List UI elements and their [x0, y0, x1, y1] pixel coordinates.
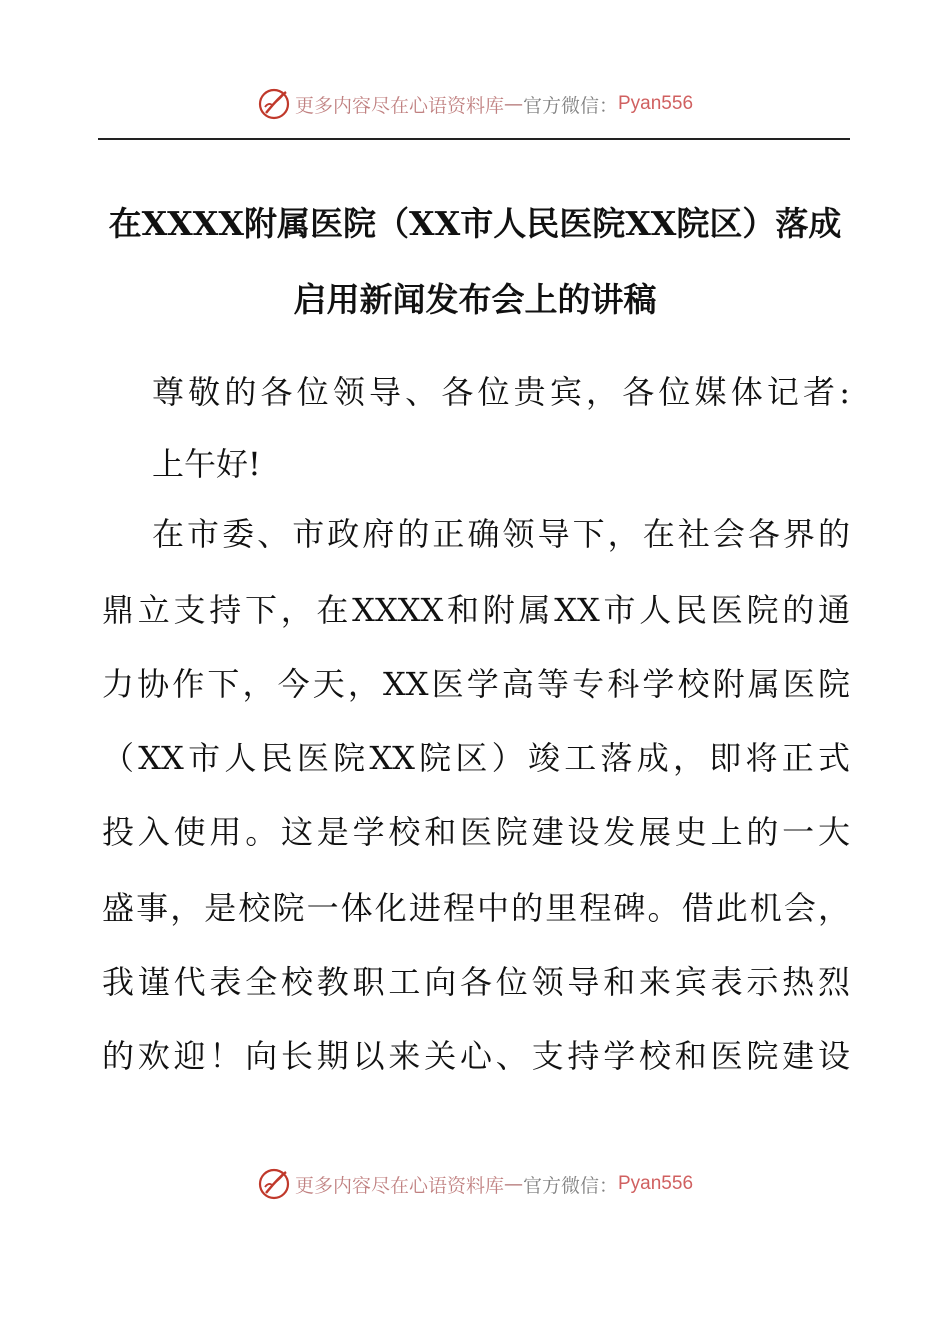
body-line: 的欢迎！向长期以来关心、支持学校和医院建设	[102, 1037, 850, 1075]
banner-brand: 更多内容尽在心语资料库	[294, 94, 504, 117]
banner-brand: 更多内容尽在心语资料库	[294, 1174, 504, 1197]
banner-wechat-id: Pyan556	[618, 1173, 694, 1194]
salutation: 尊敬的各位领导、各位贵宾，各位媒体记者:	[152, 373, 850, 411]
body-line: 在市委、市政府的正确领导下，在社会各界的	[152, 515, 850, 553]
quill-logo-icon	[257, 1167, 291, 1201]
document-title-line-1: 在XXXX附属医院（XX市人民医院XX院区）落成	[108, 204, 842, 243]
body-line: （XX市人民医院XX院区）竣工落成，即将正式	[102, 739, 850, 777]
body-line: 我谨代表全校教职工向各位领导和来宾表示热烈	[102, 963, 850, 1001]
body-line: 鼎立支持下，在XXXX和附属XX市人民医院的通	[102, 591, 850, 629]
banner-wechat-id: Pyan556	[618, 93, 694, 114]
banner-official-label: 官方微信：	[522, 1174, 618, 1197]
header-banner	[0, 82, 950, 126]
banner-official-label: 官方微信：	[522, 94, 618, 117]
quill-logo-icon	[257, 87, 291, 121]
body-line: 投入使用。这是学校和医院建设发展史上的一大	[102, 813, 850, 851]
footer-banner	[0, 1162, 950, 1206]
greeting: 上午好!	[152, 445, 261, 483]
banner-dash: —	[503, 93, 523, 115]
header-divider	[98, 138, 850, 140]
body-line: 盛事，是校院一体化进程中的里程碑。借此机会，	[102, 889, 850, 927]
body-line: 力协作下，今天，XX医学高等专科学校附属医院	[102, 665, 850, 703]
document-title-line-2: 启用新闻发布会上的讲稿	[293, 280, 657, 319]
banner-dash: —	[503, 1173, 523, 1195]
